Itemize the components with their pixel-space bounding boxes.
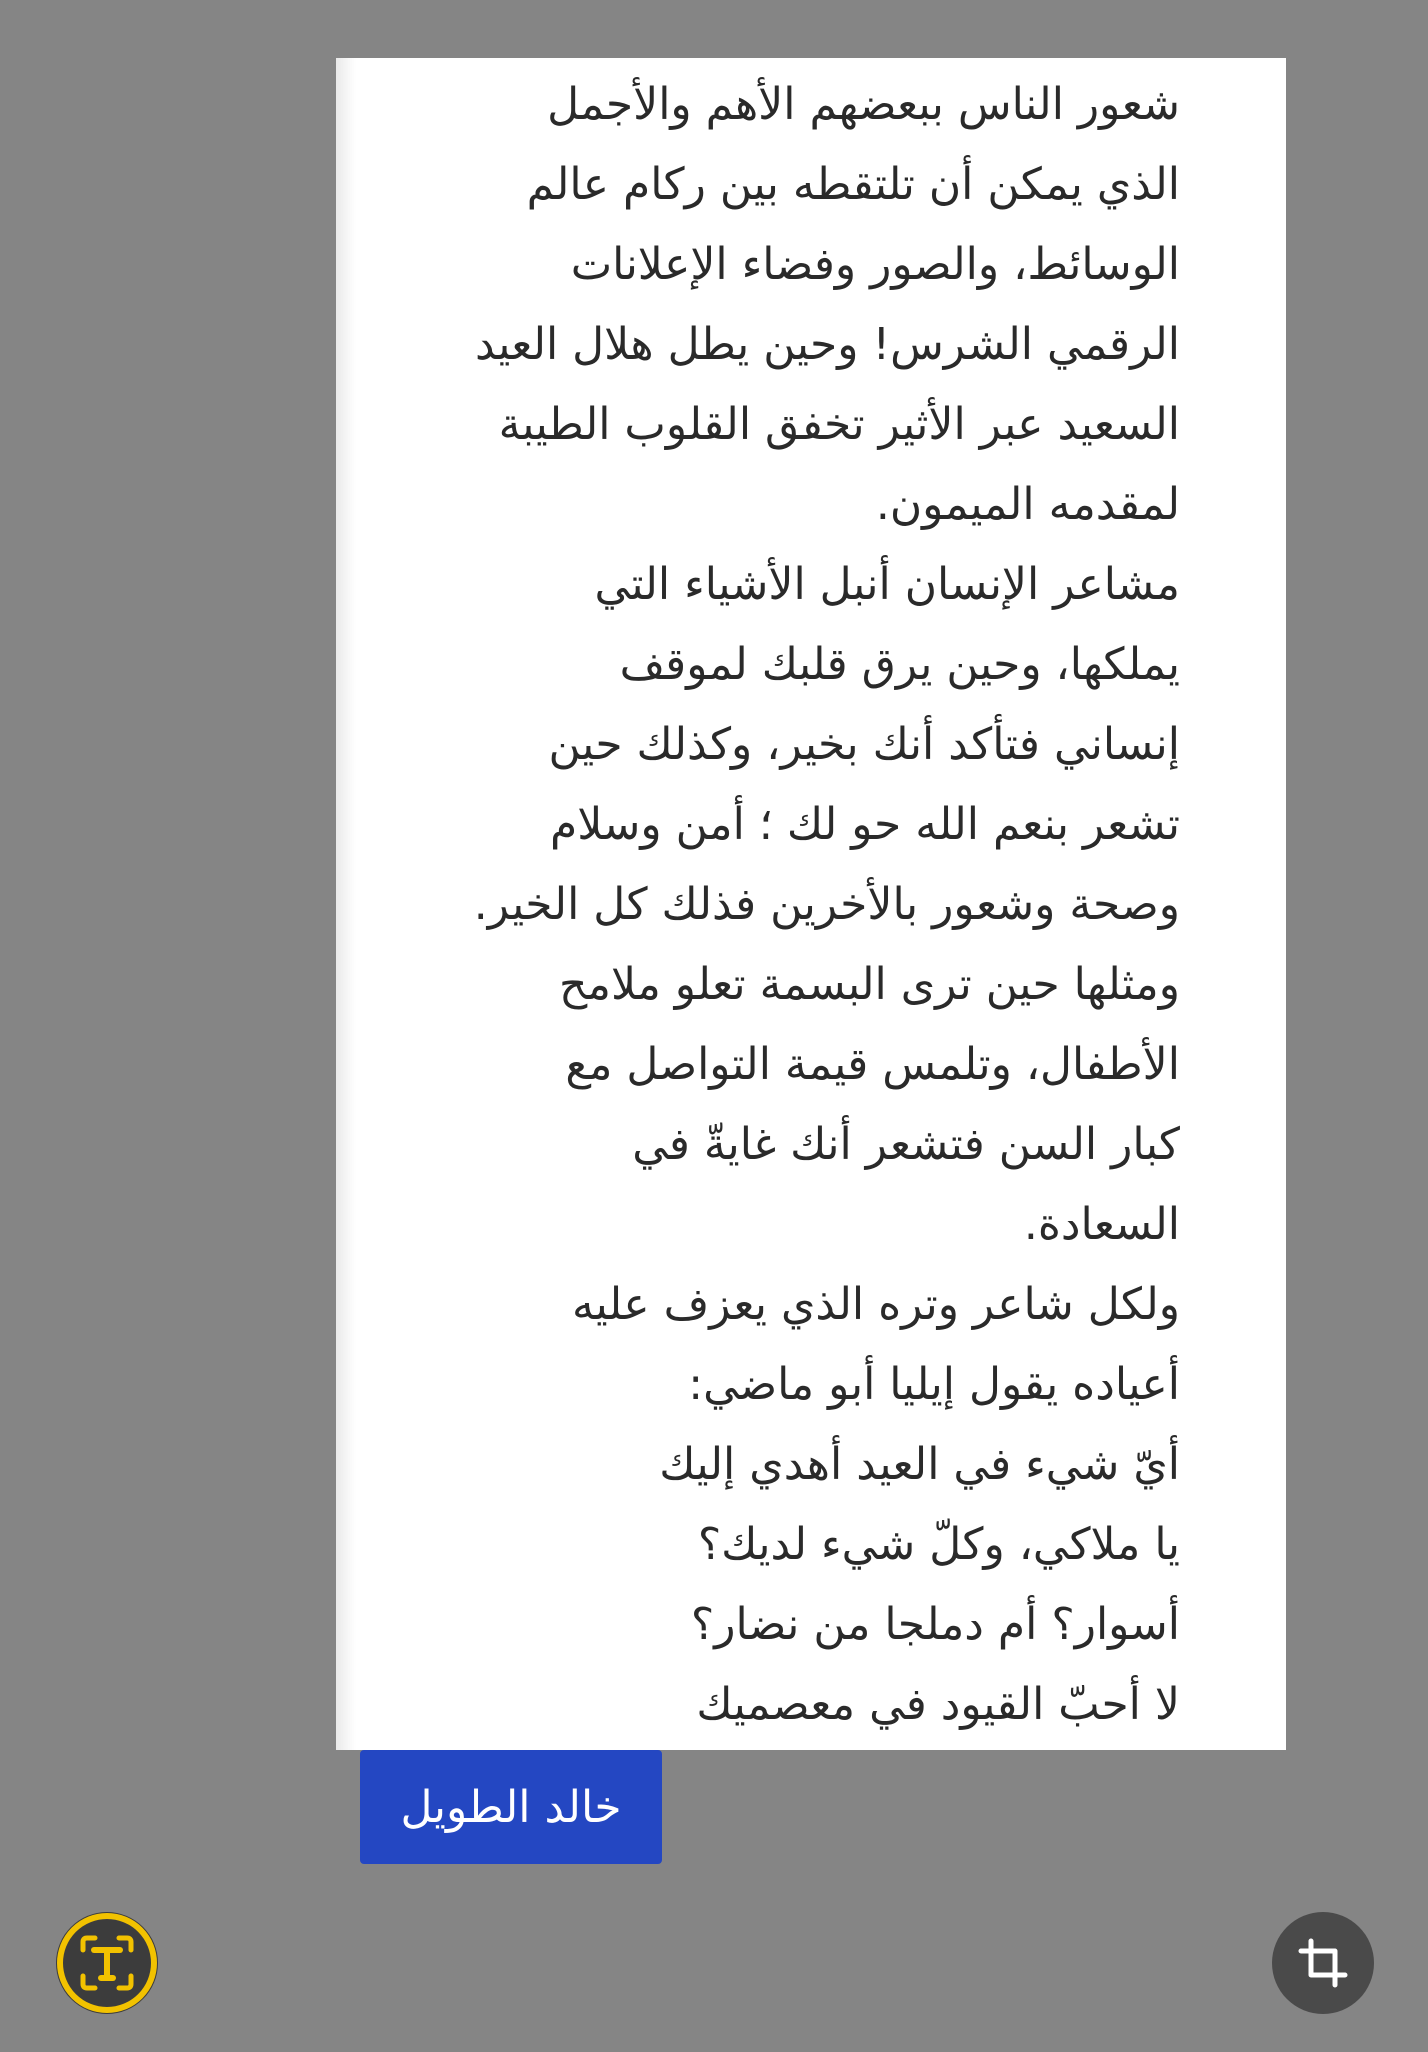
text-line: السعيد عبر الأثير تخفق القلوب الطيبة <box>498 399 1180 450</box>
author-caption: خالد الطويل <box>360 1750 662 1864</box>
text-line: الرقمي الشرس! وحين يطل هلال العيد <box>474 319 1180 370</box>
text-recognition-icon <box>56 1912 158 2014</box>
text-line: مشاعر الإنسان أنبل الأشياء التي <box>594 559 1180 610</box>
text-line: وصحة وشعور بالأخرين فذلك كل الخير. <box>473 879 1180 930</box>
text-line: الأطفال، وتلمس قيمة التواصل مع <box>565 1039 1180 1090</box>
poem-line: أيّ شيء في العيد أهدي إليك <box>659 1439 1180 1490</box>
text-line: إنساني فتأكد أنك بخير، وكذلك حين <box>548 719 1180 770</box>
text-line: ولكل شاعر وتره الذي يعزف عليه <box>571 1279 1180 1330</box>
text-line: لمقدمه الميمون. <box>875 479 1180 530</box>
text-line: تشعر بنعم الله حو لك ؛ أمن وسلام <box>549 799 1180 850</box>
article-text <box>462 58 1180 1745</box>
text-scan-button[interactable] <box>56 1912 158 2014</box>
text-line: أعياده يقول إيليا أبو ماضي: <box>688 1359 1180 1410</box>
document-page <box>336 58 1286 1750</box>
poem-line: لا أحبّ القيود في معصميك <box>696 1679 1180 1730</box>
text-line: كبار السن فتشعر أنك غايةّ في <box>632 1119 1180 1170</box>
text-line: السعادة. <box>1023 1199 1180 1250</box>
text-line: الذي يمكن أن تلتقطه بين ركام عالم <box>526 159 1180 210</box>
crop-icon <box>1293 1933 1353 1993</box>
text-line: شعور الناس ببعضهم الأهم والأجمل <box>547 79 1180 130</box>
text-line: الوسائط، والصور وفضاء الإعلانات <box>570 239 1180 290</box>
page-edge-shadow <box>336 58 356 1750</box>
poem-line: أسوار؟ أم دملجا من نضار؟ <box>690 1599 1180 1650</box>
text-line: ومثلها حين ترى البسمة تعلو ملامح <box>559 959 1180 1010</box>
crop-button[interactable] <box>1272 1912 1374 2014</box>
poem-line: يا ملاكي، وكلّ شيء لديك؟ <box>697 1519 1180 1570</box>
text-line: يملكها، وحين يرق قلبك لموقف <box>619 639 1180 690</box>
